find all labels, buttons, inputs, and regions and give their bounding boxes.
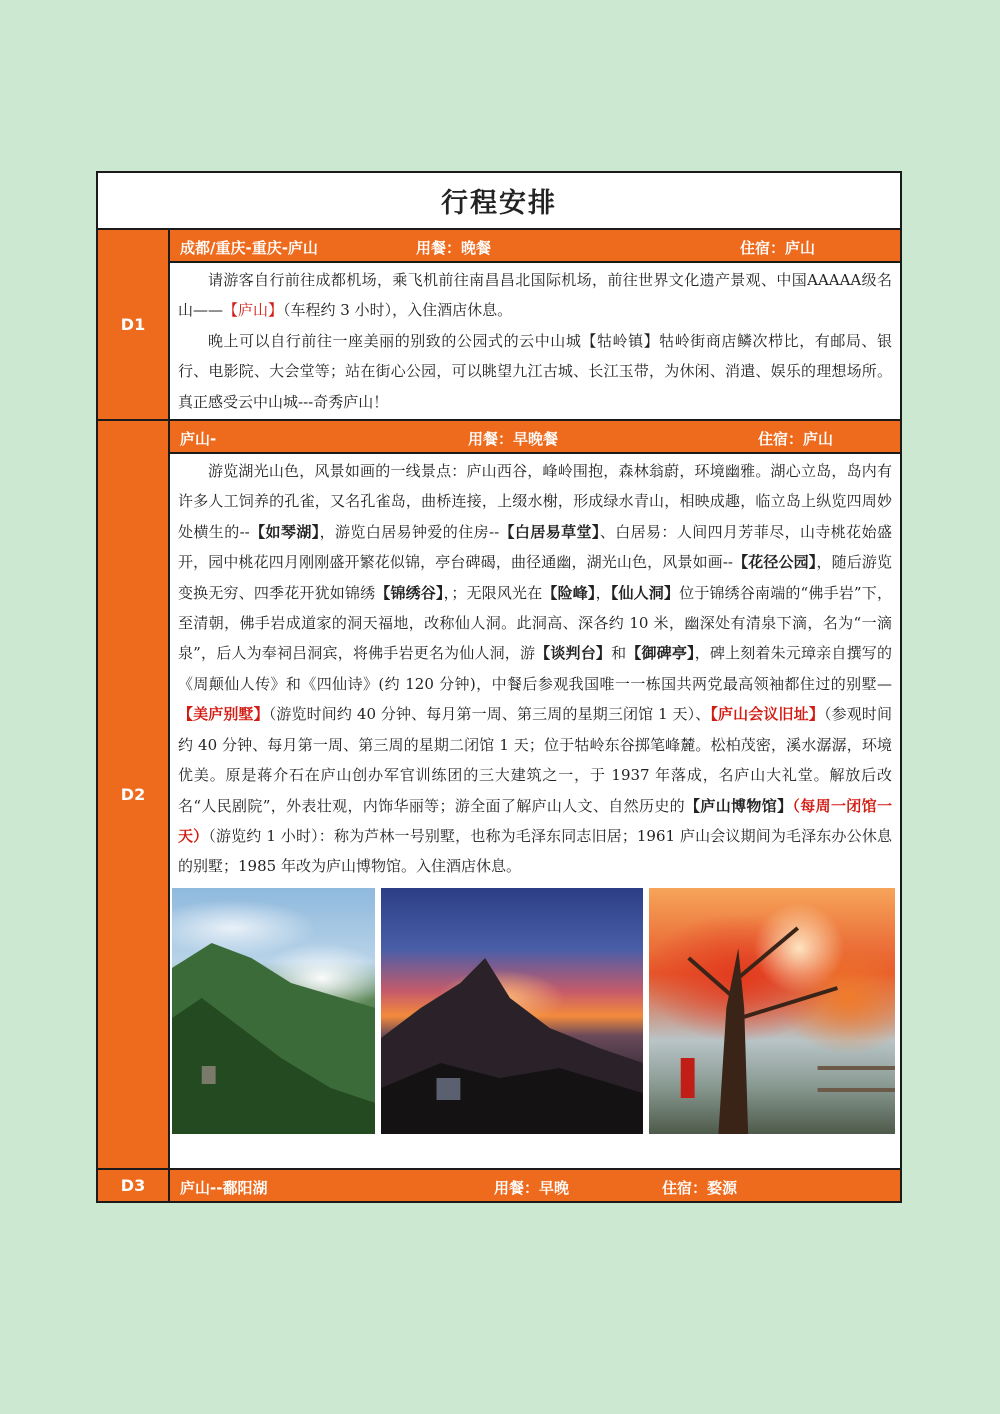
day-row-d2	[98, 421, 900, 1170]
paragraph: 请游客自行前往成都机场，乘飞机前往南昌昌北国际机场，前往世界文化遗产景观、中国AAAAA级名山——【庐山】（车程约 3 小时），入住酒店休息。	[178, 271, 892, 320]
day-header-bar	[170, 1170, 900, 1201]
page-title: 行程安排	[98, 173, 900, 230]
meals: 用餐：早晚餐	[468, 430, 559, 449]
route: 庐山--鄱阳湖	[180, 1178, 268, 1197]
accommodation: 住宿：婺源	[662, 1178, 738, 1197]
day-label: D3	[98, 1170, 170, 1201]
day-content	[170, 421, 900, 1168]
day-description	[170, 263, 900, 419]
meals: 用餐：早晚	[494, 1178, 570, 1197]
photo-strip	[170, 884, 900, 1136]
day-header-bar	[170, 421, 900, 454]
day-label: D1	[98, 230, 170, 419]
itinerary-table	[96, 171, 902, 1203]
day-label: D2	[98, 421, 170, 1168]
photo-autumn-tree	[649, 888, 895, 1134]
route: 成都/重庆-重庆-庐山	[180, 239, 318, 257]
day-content	[170, 230, 900, 419]
accommodation: 住宿：庐山	[740, 239, 816, 257]
day-content	[170, 1170, 900, 1201]
paragraph: 晚上可以自行前往一座美丽的别致的公园式的云中山城【牯岭镇】牯岭街商店鳞次栉比，有邮局、银行、电影院、大会堂等；站在街心公园，可以眺望九江古城、长江玉带，为休闲、消遣、娱乐的理想场所。真正感受云中山城---奇秀庐山！	[178, 331, 892, 411]
day-row-d3	[98, 1170, 900, 1201]
day-row-d1	[98, 230, 900, 421]
spacer	[170, 1136, 900, 1168]
photo-sunset-peak	[381, 888, 643, 1134]
day-description	[170, 454, 900, 884]
day-header-bar	[170, 230, 900, 263]
route: 庐山-	[180, 430, 217, 449]
accommodation: 住宿：庐山	[758, 430, 834, 449]
meals: 用餐：晚餐	[416, 239, 492, 257]
photo-mountain-clouds	[172, 888, 375, 1134]
paragraph: 游览湖光山色，风景如画的一线景点：庐山西谷，峰岭围抱，森林翁蔚，环境幽雅。湖心立岛，岛内有许多人工饲养的孔雀，又名孔雀岛，曲桥连接，上缀水榭，形成绿水青山，相映成趣，临立岛上纵览四周妙处横生的--【如琴湖】，游览白居易钟爱的住房--【白居易草堂】、白居易：人间四月芳菲尽，山寺桃花始盛开，园中桃花四月刚刚盛开繁花似锦，亭台碑碣，曲径通幽，湖光山色，风景如画--【花径公园】，随后游览变换无穷、四季花开犹如锦绣【锦绣谷】，；无限风光在【险峰】，【仙人洞】位于锦绣谷南端的“佛手岩”下，至清朝，佛手岩成道家的洞天福地，改称仙人洞。此洞高、深各约 10 米，幽深处有清泉下滴，名为“一滴泉”，后人为奉祠吕洞宾，将佛手岩更名为仙人洞，游【谈判台】和【御碑亭】，碑上刻着朱元璋亲自撰写的《周颠仙人传》和《四仙诗》(约 120 分钟)，中餐后参观我国唯一一栋国共两党最高领袖都住过的别墅—【美庐别墅】（游览时间约 40 分钟、每月第一周、第三周的星期三闭馆 1 天）、【庐山会议旧址】（参观时间约 40 分钟、每月第一周、第三周的星期二闭馆 1 天；位于牯岭东谷掷笔峰麓。松柏茂密，溪水潺潺，环境优美。原是蒋介石在庐山创办军官训练团的三大建筑之一，于 1937 年落成，名庐山大礼堂。解放后改名“人民剧院”，外表壮观，内饰华丽等；游全面了解庐山人文、自然历史的【庐山博物馆】（每周一闭馆一天）（游览约 1 小时）：称为芦林一号别墅，也称为毛泽东同志旧居；1961 庐山会议期间为毛泽东办公休息的别墅；1985 年改为庐山博物馆。入住酒店休息。	[178, 462, 892, 876]
